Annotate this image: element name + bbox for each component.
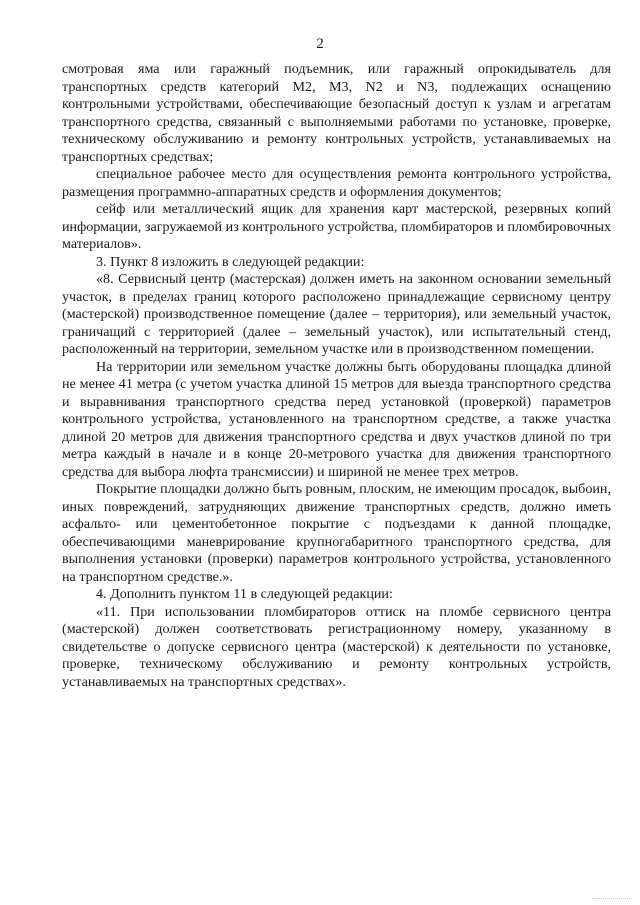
paragraph-item-3: 3. Пункт 8 изложить в следующей редакции: (96, 253, 365, 270)
paragraph-item-8: «8. Сервисный центр (мастерская) должен иметь на законном основании земельный участок, в пределах границ которого расположено принадлежащие сервисному центру (мастерской) производственное помещение (далее – территория), или земельный участок, граничащий с территорией (далее – земельный участок), или испытательный стенд, расположенный на территории, земельном участке или в производственном помещении. (62, 271, 611, 357)
paragraph-item-4: 4. Дополнить пунктом 11 в следующей редакции: (96, 586, 393, 602)
document-body (62, 61, 611, 691)
page-number: 2 (316, 36, 324, 52)
paragraph-test-area: На территории или земельном участке должны быть оборудованы площадка длиной не менее 41 метра (с учетом участка длиной 15 метров для выезда транспортного средства и выравнивания транспортного средства перед установкой (проверкой) параметров контрольного устройства, установленного на транспортном средстве, а также участка длиной 20 метров для движения транспортного средства и двух участков длиной по три метра каждый в начале и в конце 20-метрового участка для движения транспортного средства для выбора люфта трансмиссии) и шириной не менее трех метров. (62, 358, 611, 480)
scan-artifact (592, 898, 632, 901)
paragraph-item-11: «11. При использовании пломбираторов оттиск на пломбе сервисного центра (мастерской) должен соответствовать регистрационному номеру, указанному в свидетельстве о допуске сервисного центра (мастерской) к деятельности по установке, проверке, техническому обслуживанию и ремонту контрольных устройств, устанавливаемых на транспортных средствах». (62, 603, 611, 690)
paragraph-workplace: специальное рабочее место для осуществления ремонта контрольного устройства, размещения программно-аппаратных средств и оформления документов; (62, 166, 611, 200)
paragraph-safe: сейф или металлический ящик для хранения карт мастерской, резервных копий информации, загружаемой из контрольного устройства, пломбираторов и пломбировочных материалов». (62, 201, 611, 252)
paragraph-inspection-pit: смотровая яма или гаражный подъемник, или гаражный опрокидыватель для транспортных средств категорий M2, M3, N2 и N3, подлежащих оснащению контрольными устройствами, обеспечивающие безопасный доступ к узлам и агрегатам транспортного средства, связанный с выполняемыми работами по установке, проверке, техническому обслуживанию и ремонту контрольных устройств, устанавливаемых на транспортных средствах; (62, 61, 611, 165)
paragraph-surface: Покрытие площадки должно быть ровным, плоским, не имеющим просадок, выбоин, иных повреждений, затрудняющих движение транспортных средств, должно иметь асфальто- или цементобетонное покрытие с подъездами к данной площадке, обеспечивающими маневрирование крупногабаритного транспортного средства, для выполнения установки (проверки) параметров контрольного устройства, установленного на транспортном средстве.». (62, 481, 611, 585)
